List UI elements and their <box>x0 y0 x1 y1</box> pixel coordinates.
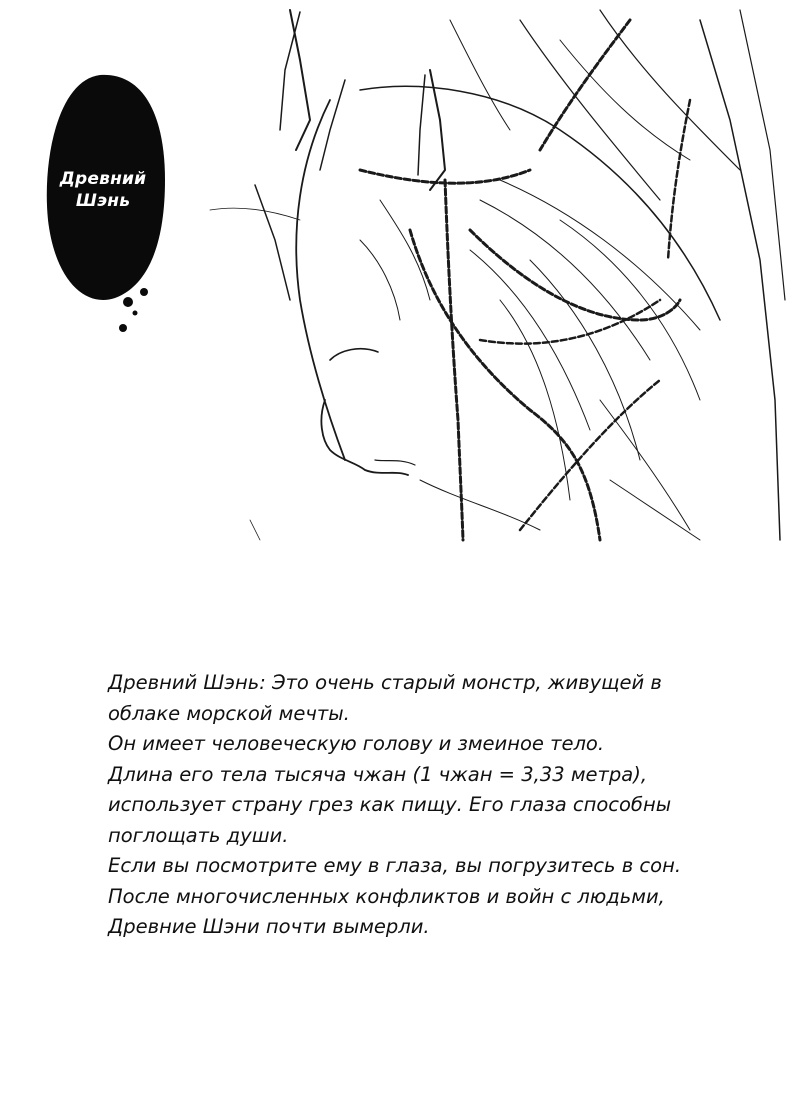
title-label <box>48 168 158 212</box>
title-line-1: Древний <box>59 169 147 189</box>
description-line: После многочисленных конфликтов и войн с людьми, <box>108 884 665 908</box>
description-line: Если вы посмотрите ему в глаза, вы погрузитесь в сон. <box>108 854 682 877</box>
description-text <box>108 668 748 943</box>
description-line: поглощать души. <box>108 823 289 847</box>
description-line: Длина его тела тысяча чжан (1 чжан = 3,33 метра), <box>108 762 648 786</box>
description-line: облаке морской мечты. <box>108 701 350 725</box>
title-line-2: Шэнь <box>75 191 131 211</box>
description-line: Древние Шэни почти вымерли. <box>108 915 430 938</box>
description-line: использует страну грез как пищу. Его глаза способны <box>108 793 672 816</box>
description-line: Он имеет человеческую голову и змеиное тело. <box>108 732 605 755</box>
description-line: Древний Шэнь: Это очень старый монстр, живущей в <box>108 671 662 694</box>
